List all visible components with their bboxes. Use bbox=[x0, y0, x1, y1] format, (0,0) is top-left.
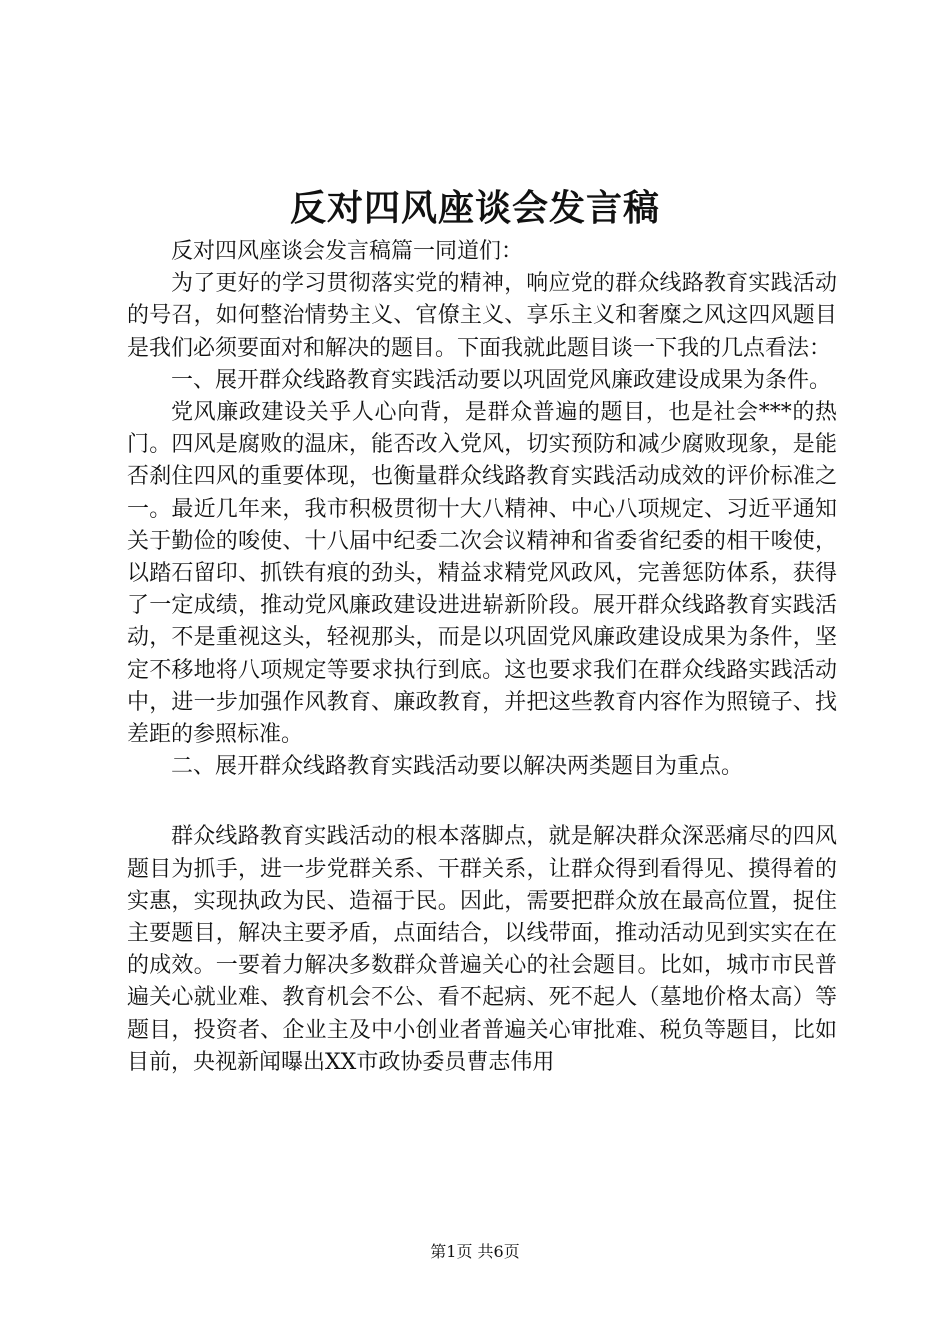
paragraph-section-1: 党风廉政建设关乎人心向背，是群众普遍的题目，也是社会***的热门。四风是腐败的温床，能否改入党风，切实预防和减少腐败现象，是能否刹住四风的重要体现，也衡量群众线路教育实践活动成效的评价标准之一。最近几年来，我市积极贯彻十大八精神、中心八项规定、习近平通知关于勤俭的唆使、十八届中纪委二次会议精神和省委省纪委的相干唆使，以踏石留印、抓铁有痕的劲头，精益求精党风政风，完善惩防体系，获得了一定成绩，推动党风廉政建设进进崭新阶段。展开群众线路教育实践活动，不是重视这头，轻视那头，而是以巩固党风廉政建设成果为条件，坚定不移地将八项规定等要求执行到底。这也要求我们在群众线路实践活动中，进一步加强作风教育、廉政教育，并把这些教育内容作为照镜子、找差距的参照标准。 bbox=[127, 400, 837, 748]
page-footer: 第1页 共6页 bbox=[430, 1242, 520, 1261]
document-title: 反对四风座谈会发言稿 bbox=[289, 187, 660, 229]
section-heading-1: 一、展开群众线路教育实践活动要以巩固党风廉政建设成果为条件。 bbox=[171, 367, 832, 393]
paragraph-section-2: 群众线路教育实践活动的根本落脚点，就是解决群众深恶痛尽的四风题目为抓手，进一步党群关系、干群关系，让群众得到看得见、摸得着的实惠，实现执政为民、造福于民。因此，需要把群众放在最高位置，捉住主要题目，解决主要矛盾，点面结合，以线带面，推动活动见到实实在在的成效。一要着力解决多数群众普遍关心的社会题目。比如，城市市民普遍关心就业难、教育机会不公、看不起病、死不起人（墓地价格太高）等题目，投资者、企业主及中小创业者普遍关心审批难、税负等题目，比如目前，央视新闻曝出XX市政协委员曹志伟用 bbox=[127, 824, 837, 1075]
section-heading-2: 二、展开群众线路教育实践活动要以解决两类题目为重点。 bbox=[171, 754, 744, 780]
paragraph-opening: 为了更好的学习贯彻落实党的精神，响应党的群众线路教育实践活动的号召，如何整治情势主义、官僚主义、享乐主义和奢糜之风这四风题目是我们必须要面对和解决的题目。下面我就此题目谈一下我的几点看法： bbox=[127, 271, 837, 361]
document-body bbox=[127, 236, 837, 1079]
paragraph-intro: 反对四风座谈会发言稿篇一同道们： bbox=[171, 239, 524, 264]
